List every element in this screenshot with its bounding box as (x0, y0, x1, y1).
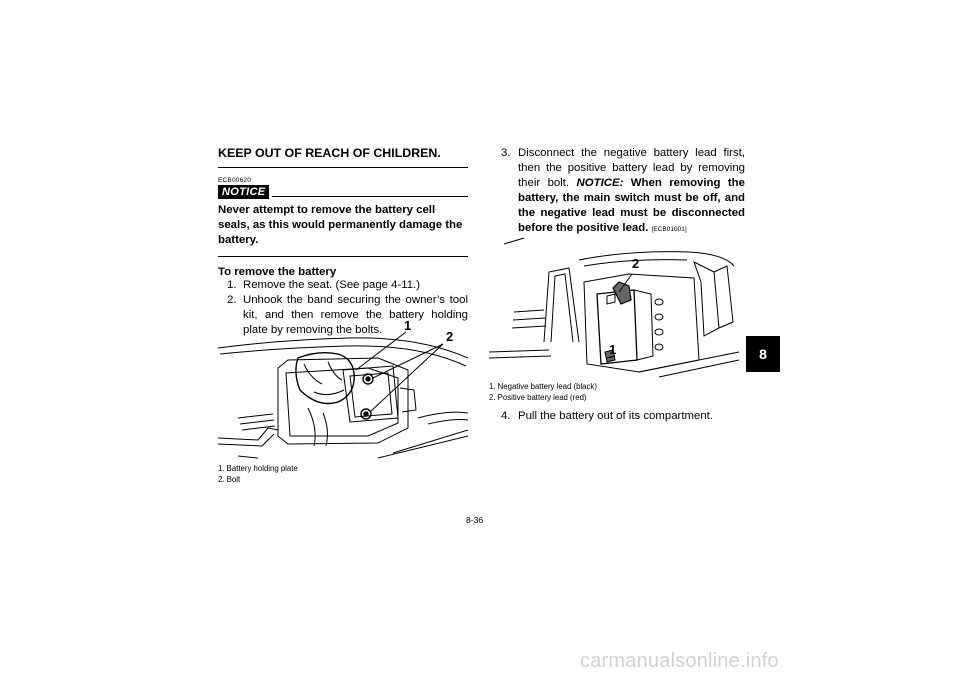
inline-notice-label: NOTICE: (576, 177, 624, 189)
site-watermark: carmanualsonline.info (580, 650, 779, 672)
left-column (218, 146, 468, 338)
inline-notice-text: When removing the battery, the main switch must be off, and the negative lead must be disconnected before the positive lead. (518, 177, 745, 234)
step-number: 2. (227, 294, 237, 306)
notice-rule (272, 196, 468, 197)
step-number: 4. (501, 410, 511, 422)
step-3 (501, 146, 745, 237)
figure-callout-2: 2 (446, 329, 454, 344)
notice-code: [ECB01001] (651, 226, 687, 233)
figure-callout-1: 1 (609, 342, 617, 357)
warning-heading: KEEP OUT OF REACH OF CHILDREN. (218, 146, 468, 168)
caption-item-1: 1. Negative battery lead (black) (489, 382, 597, 391)
right-column (489, 146, 745, 237)
caption-item-2: 2. Positive battery lead (red) (489, 393, 587, 402)
caption-item-2: 2. Bolt (218, 475, 241, 484)
figure-callout-1: 1 (404, 318, 412, 333)
caption-item-1: 1. Battery holding plate (218, 464, 298, 473)
battery-lead-illustration (489, 232, 745, 378)
figure-caption (218, 463, 298, 485)
step-4 (501, 409, 757, 424)
notice-badge: NOTICE (218, 185, 269, 199)
step-1 (227, 278, 468, 293)
step-text: Pull the battery out of its compartment. (518, 410, 713, 422)
step-text: Remove the seat. (See page 4-11.) (243, 279, 421, 291)
step-text-intro: Disconnect the negative battery lead first, then the positive battery lead by removing their bolt. (518, 147, 745, 189)
step-number: 3. (501, 147, 511, 159)
step-number: 1. (227, 279, 237, 291)
figure-callout-2: 2 (632, 256, 640, 271)
notice-code: ECB00620 (218, 177, 252, 184)
battery-holding-plate-illustration (218, 318, 468, 460)
procedure-heading: To remove the battery (218, 266, 337, 278)
notice-header (218, 185, 468, 199)
chapter-tab: 8 (746, 336, 780, 372)
page-number: 8-36 (466, 515, 484, 525)
step-text: Unhook the band securing the owner’s tool kit, and then remove the battery holding plate by removing the bolts. (243, 294, 468, 336)
notice-text: Never attempt to remove the battery cell seals, as this would permanently damage the battery. (218, 203, 468, 257)
step-text (518, 146, 745, 237)
figure-caption (489, 381, 597, 403)
